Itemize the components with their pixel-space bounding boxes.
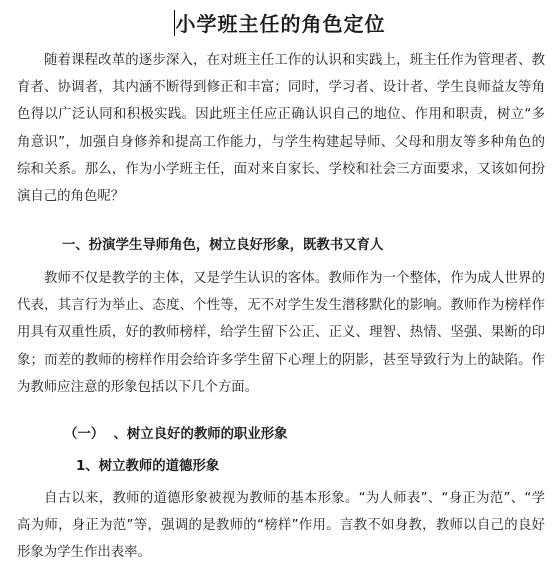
body-paragraph-moral-image[interactable]: 自古以来，教师的道德形象被视为教师的基本形象。“为人师表”、“身正为范”、“学高为师，身正为范”等，强调的是教师的“榜样”作用。言教不如身教，教师以自己的良好形象为学生作出表率。 bbox=[17, 491, 545, 561]
section-heading-1[interactable]: 一、扮演学生导师角色，树立良好形象，既教书又育人 bbox=[62, 238, 384, 253]
body-paragraph-teacher-role[interactable]: 教师不仅是教学的主体，又是学生认识的客体。教师作为一个整体，作为成人世界的代表，其言行为举止、态度、个性等，无不对学生发生潜移默化的影响。教师作为榜样作用具有双重性质，好的教师榜样，给学生留下公正、正义、理智、热情、坚强、果断的印象；而差的教师的榜样作用会给许多学生留下心理上的阴影，甚至导致行为上的缺陷。作为教师应注意的形象包括以下几个方面。 bbox=[17, 271, 545, 395]
subsection-heading[interactable]: （一） 、树立良好的教师的职业形象 bbox=[64, 427, 288, 442]
title-line bbox=[0, 8, 559, 40]
body-paragraph-intro[interactable]: 随着课程改革的逐步深入，在对班主任工作的认识和实践上，班主任作为管理者、教育者、协调者，其内涵不断得到修正和丰富；同时，学习者、设计者、学生良师益友等角色得以广泛认同和积极实践。因此班主任应正确认识自己的地位、作用和职责，树立“多角意识”，加强自身修养和提高工作能力，与学生构建起导师、父母和朋友等多种角色的综和关系。那么，作为小学班主任，面对来自家长、学校和社会三方面要求，又该如何扮演自己的角色呢？ bbox=[17, 53, 545, 205]
document-title[interactable]: 小学班主任的角色定位 bbox=[175, 12, 386, 36]
text-cursor bbox=[174, 10, 175, 36]
subsubsection-heading[interactable]: 1、树立教师的道德形象 bbox=[76, 459, 220, 474]
